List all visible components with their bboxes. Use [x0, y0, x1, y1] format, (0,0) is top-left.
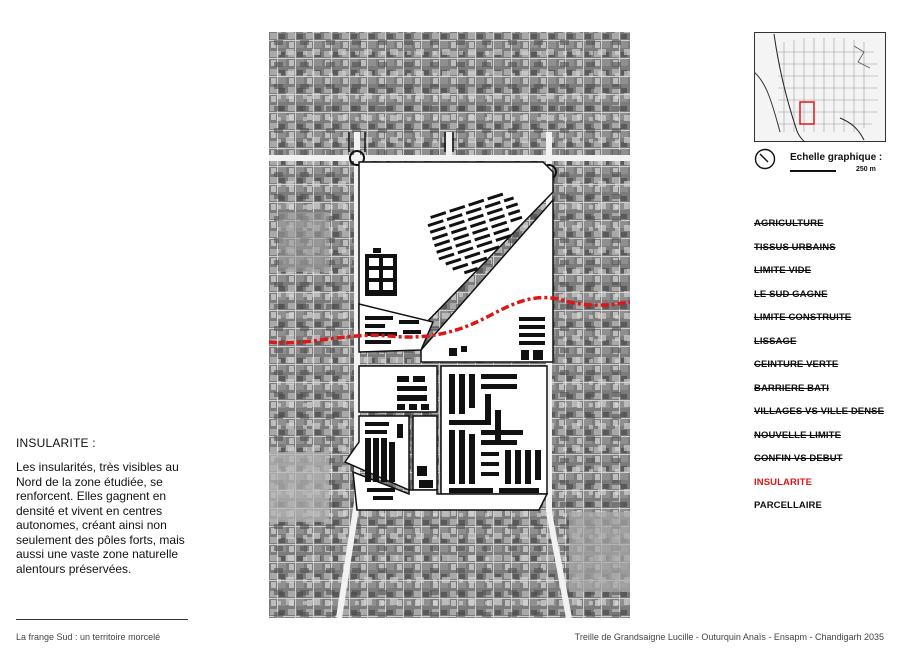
- scale-value: 250 m: [856, 166, 876, 173]
- legend-list: [754, 218, 894, 524]
- scale-bar: [790, 170, 836, 172]
- legend-item[interactable]: INSULARITE: [754, 476, 812, 488]
- legend-item[interactable]: LIMITE VIDE: [754, 265, 812, 276]
- legend-item[interactable]: CONFIN VS DEBUT: [754, 453, 843, 464]
- legend-item[interactable]: BARRIERE BATI: [754, 382, 830, 394]
- footer-credits: Treille de Grandsaigne Lucille - Outurquin Anaïs - Ensapm - Chandigarh 2035: [574, 632, 884, 642]
- north-arrow-icon: [754, 148, 776, 170]
- locator-map-svg: [754, 32, 886, 142]
- legend-item[interactable]: LIMITE CONSTRUITE: [754, 312, 852, 323]
- legend-item[interactable]: NOUVELLE LIMITE: [754, 429, 841, 441]
- legend-item[interactable]: VILLAGES VS VILLE DENSE: [754, 406, 885, 417]
- legend-item[interactable]: LE SUD GAGNE: [754, 288, 828, 300]
- info-body: Les insularités, très visibles au Nord de la zone étudiée, se renforcent. Elles gagnent en densité et vivent en centres autonomes, créant ainsi non seulement des pôles forts, mais aussi une vaste zone naturelle alentours préservées.: [16, 460, 185, 576]
- scale-title: Echelle graphique :: [790, 152, 883, 163]
- info-title: INSULARITE :: [16, 436, 96, 450]
- legend-item[interactable]: PARCELLAIRE: [754, 500, 822, 511]
- info-panel: [16, 436, 194, 576]
- legend-item[interactable]: TISSUS URBAINS: [754, 241, 836, 253]
- scale-block: [754, 148, 894, 184]
- main-map-svg: [269, 32, 630, 618]
- legend-item[interactable]: AGRICULTURE: [754, 218, 824, 229]
- info-divider: [16, 619, 188, 620]
- main-map: [269, 32, 630, 618]
- locator-map: [754, 32, 886, 142]
- legend-item[interactable]: LISSAGE: [754, 335, 797, 347]
- footer-subtitle: La frange Sud : un territoire morcelé: [16, 632, 161, 642]
- legend-item[interactable]: CEINTURE VERTE: [754, 359, 839, 370]
